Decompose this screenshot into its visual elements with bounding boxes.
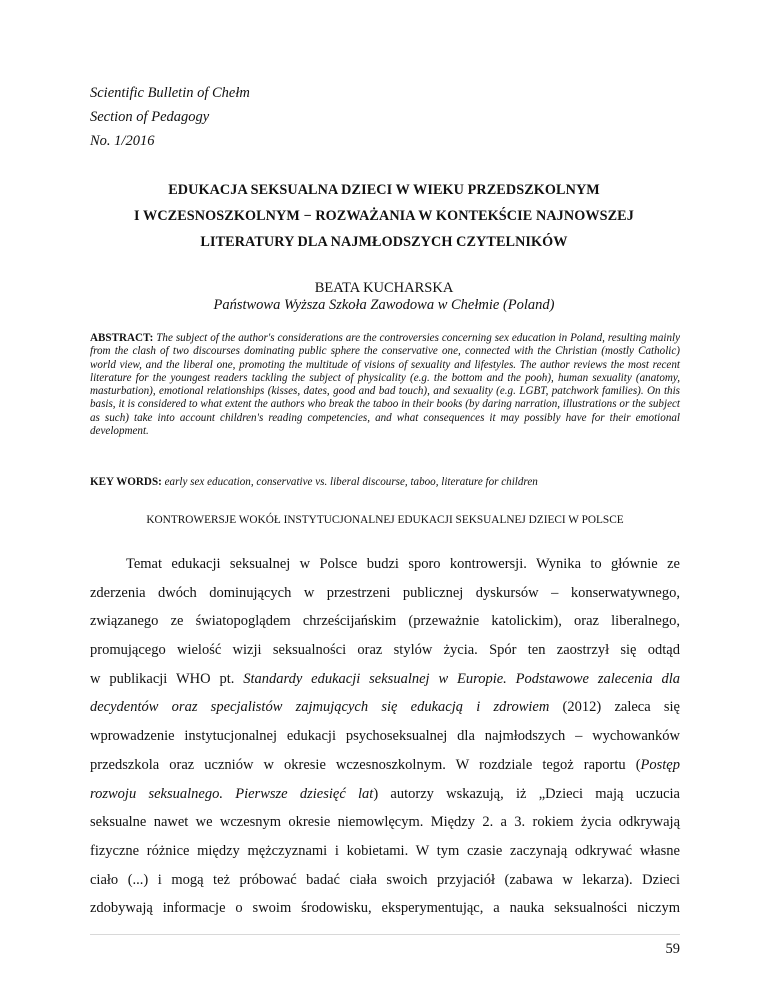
keywords-label: KEY WORDS:: [90, 476, 162, 488]
body-line: promującego wielość wizji seksualności oraz stylów życia. Spór ten zaostrzył się odtąd: [90, 642, 680, 659]
body-line: zderzenia dwóch dominujących w przestrzeni publicznej dyskursów – konserwatywnego,: [90, 584, 680, 601]
section-heading: KONTROWERSJE WOKÓŁ INSTYTUCJONALNEJ EDUKACJI SEKSUALNEJ DZIECI W POLSCE: [146, 514, 624, 526]
body-text: w publikacji WHO pt.: [90, 670, 244, 687]
body-line: [90, 780, 680, 809]
body-line: [90, 751, 680, 780]
body-line: [90, 665, 680, 694]
title-line-2: I WCZESNOSZKOLNYM − ROZWAŻANIA W KONTEKŚCIE NAJNOWSZEJ: [134, 208, 634, 224]
journal-issue: No. 1/2016: [90, 133, 155, 149]
abstract-label: ABSTRACT:: [90, 332, 154, 344]
cited-title: Standardy edukacji seksualnej w Europie. Podstawowe zalecenia dla: [243, 670, 680, 687]
author-name: BEATA KUCHARSKA: [314, 280, 454, 296]
footer-divider: [90, 934, 680, 935]
journal-header: [90, 81, 250, 153]
body-text: przedszkola oraz uczniów w okresie wczesnoszkolnym. W rozdziale tegoż raportu (: [90, 756, 641, 773]
body-line: zdobywają informacje o swoim środowisku, eksperymentując, a nauka seksualności niczym: [90, 900, 680, 917]
cited-title: decydentów oraz specjalistów zajmujących się edukacją i zdrowiem: [90, 699, 550, 716]
journal-section: Section of Pedagogy: [90, 109, 210, 125]
cited-title: rozwoju seksualnego. Pierwsze dziesięć lat: [90, 785, 374, 802]
body-line: seksualne nawet we wczesnym okresie niemowlęcym. Między 2. a 3. rokiem życia odkrywają: [90, 814, 680, 831]
body-paragraph: [90, 550, 680, 923]
page-number: 59: [665, 941, 680, 957]
cited-title: Postęp: [640, 756, 680, 773]
journal-name: Scientific Bulletin of Chełm: [90, 85, 250, 101]
title-line-1: EDUKACJA SEKSUALNA DZIECI W WIEKU PRZEDSZKOLNYM: [168, 182, 600, 198]
body-text: (2012) zaleca się: [549, 699, 680, 716]
title-line-3: LITERATURY DLA NAJMŁODSZYCH CZYTELNIKÓW: [200, 234, 568, 250]
body-line: [90, 693, 680, 722]
body-line: Temat edukacji seksualnej w Polsce budzi sporo kontrowersji. Wynika to głównie ze: [126, 556, 680, 572]
article-title: [100, 177, 668, 255]
author-affiliation: Państwowa Wyższa Szkoła Zawodowa w Chełmie (Poland): [213, 297, 555, 313]
body-line: wprowadzenie instytucjonalnej edukacji psychoseksualnej dla najmłodszych – wychowanków: [90, 728, 680, 745]
body-line: ciało (...) i mogą też próbować badać ciała swoich przyjaciół (zabawa w lekarza). Dzieci: [90, 871, 680, 888]
body-line: związanego ze światopoglądem chrześcijańskim (przeważnie katolickim), oraz liberalnego,: [90, 613, 680, 630]
abstract-text: The subject of the author's considerations are the controversies concerning sex education in Poland, resulting mainly from the clash of two discourses dominating public sphere the conservative one, connected with the Christian (mostly Catholic) world view, and the liberal one, promoting the multitude of visions of sexuality and lifestyles. The author reviews the most recent literature for the youngest readers tackling the subject of physicality (e.g. the bottom and the pooh), human sexuality (anatomy, masturbation), emotional relationships (kisses, dates, good and bad touch), and sexuality (e.g. LGBT, patchwork families). On this basis, it is considered to what extent the authors who break the taboo in their books (by daring narration, illustrations or the subject as such) take into account children's reading competencies, and what consequences it may possibly have for their emotional development.: [90, 332, 681, 438]
keywords: [90, 475, 680, 489]
body-line: fizyczne różnice między mężczyznami i kobietami. W tym czasie zaczynają odkrywać własne: [90, 842, 680, 859]
body-text: ) autorzy wskazują, iż „Dzieci mają uczucia: [373, 785, 680, 802]
keywords-text: early sex education, conservative vs. liberal discourse, taboo, literature for children: [164, 476, 538, 488]
abstract: [90, 332, 680, 438]
